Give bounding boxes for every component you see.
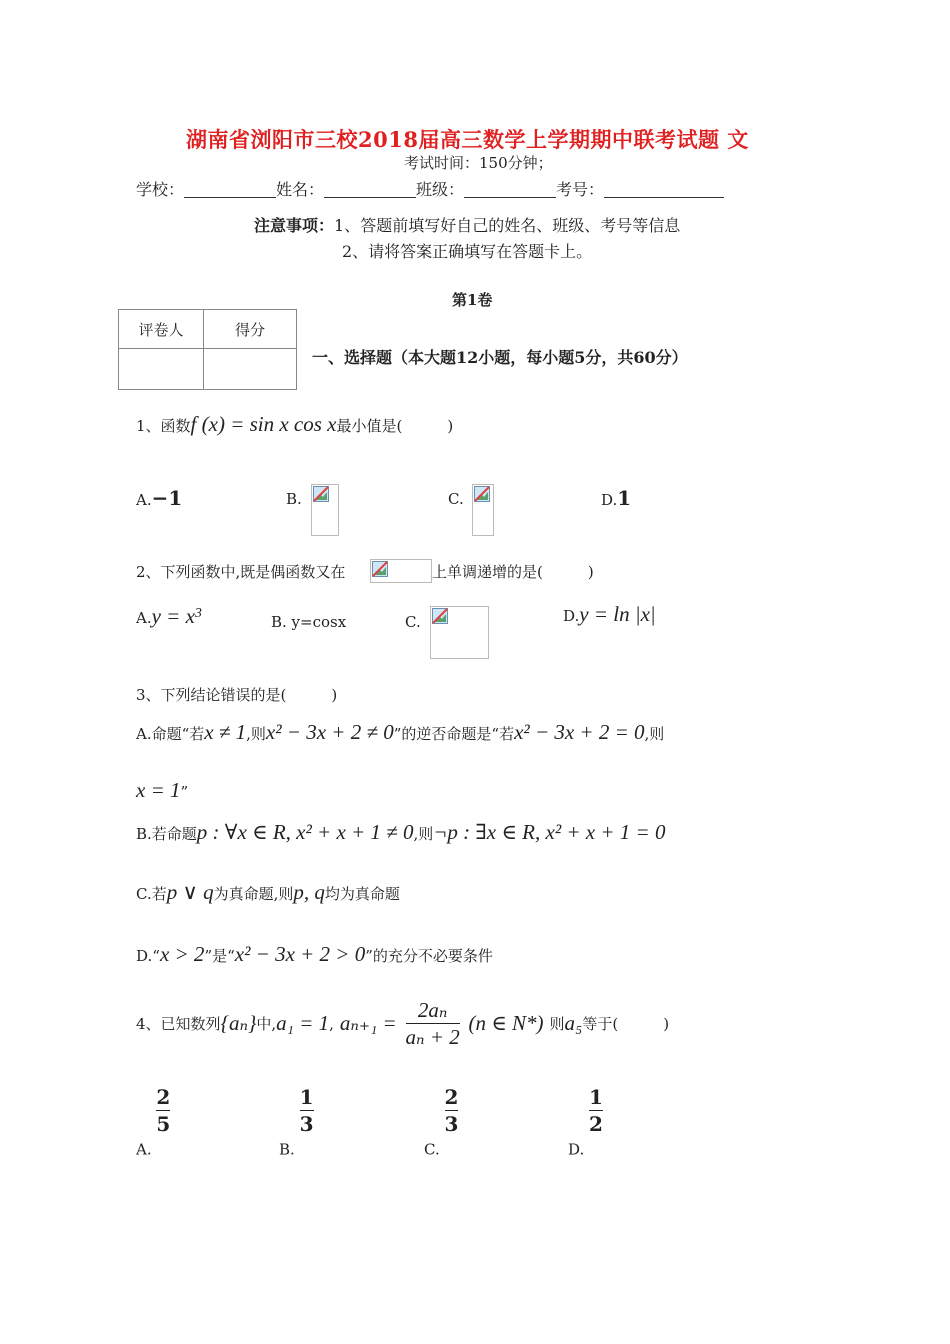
notice-2: 2、请将答案正确填写在答题卡上。 [342, 242, 593, 261]
q4-recurrence-fraction [406, 998, 460, 1049]
q3-b-expr1: p : ∀x ∈ R, x² + x + 1 ≠ 0 [196, 820, 414, 844]
q4-d-den: 2 [589, 1112, 603, 1136]
class-blank[interactable] [464, 181, 556, 198]
q2-a-base: y = x [151, 604, 195, 628]
q1-option-c-label[interactable]: C. [448, 490, 464, 508]
q1-a-label: A. [136, 491, 152, 509]
school-label: 学校： [136, 180, 185, 199]
q2-a-exp: 3 [194, 606, 202, 621]
q2-option-c-label[interactable]: C. [405, 613, 421, 631]
q1-a-value: −1 [151, 486, 183, 510]
q4-c-label: C. [424, 1140, 440, 1159]
q4-a-den: 5 [156, 1112, 171, 1136]
q3-c-mid: 为真命题,则 [213, 885, 294, 903]
info-fields-row [136, 177, 724, 200]
q4-option-b[interactable] [279, 1085, 314, 1159]
q2-option-c-image [430, 606, 489, 659]
notice-line-1 [254, 213, 680, 236]
q1-option-c-image [472, 484, 494, 536]
q4-b-num: 1 [299, 1085, 314, 1109]
q1-d-label: D. [601, 491, 618, 509]
broken-image-icon [372, 561, 388, 577]
q2-d-label: D. [563, 607, 580, 625]
q2-suffix: 上单调递增的是( ) [432, 563, 594, 581]
q3-c-expr: p ∨ q [166, 880, 214, 904]
score-header: 得分 [204, 310, 297, 349]
q4-b-label: B. [279, 1140, 295, 1159]
q4-b-den: 3 [299, 1112, 314, 1136]
notice-1: 1、答题前填写好自己的姓名、班级、考号等信息 [334, 216, 681, 235]
q4-b-fraction [300, 1085, 314, 1136]
q4-d-fraction [589, 1085, 603, 1136]
q1-option-b-label[interactable]: B. [286, 490, 302, 508]
grader-cell[interactable] [119, 349, 204, 390]
q4-option-d[interactable] [568, 1085, 603, 1159]
q3-a-expr1: x² − 3x + 2 ≠ 0 [265, 720, 394, 744]
q2-interval-image [370, 559, 432, 583]
q4-then: 则 [549, 1015, 565, 1033]
q3-b-prefix: B.若命题 [136, 825, 197, 843]
q1-formula: f (x) = sin x cos x [190, 412, 337, 436]
q2-a-label: A. [136, 609, 152, 627]
q4-cond: (n ∈ N*) [468, 1011, 544, 1035]
q3-a-then: ,则 [246, 725, 266, 743]
q4-seq: {aₙ} [220, 1011, 257, 1035]
name-label: 姓名： [276, 180, 325, 199]
q3-d-mid: ”是“ [204, 947, 235, 965]
broken-image-icon [313, 486, 329, 502]
grader-header: 评卷人 [119, 310, 204, 349]
q3-option-d[interactable] [136, 942, 493, 967]
q4-a5: a₅ [564, 1011, 583, 1035]
question-1 [136, 412, 453, 437]
q3-d-end: ”的充分不必要条件 [365, 947, 493, 965]
question-4 [136, 998, 669, 1049]
q3-a-expr2: x² − 3x + 2 = 0 [514, 720, 645, 744]
q4-c-fraction [445, 1085, 459, 1136]
q3-option-b[interactable] [136, 820, 665, 845]
page-title: 湖南省浏阳市三校2018届高三数学上学期期中联考试题 文 [186, 127, 749, 152]
q1-d-value: 1 [617, 486, 632, 510]
q1-suffix: 最小值是( ) [336, 417, 454, 435]
school-blank[interactable] [184, 181, 276, 198]
q3-d-expr1: x > 2 [159, 942, 205, 966]
q3-c-prefix: C.若 [136, 885, 167, 903]
q4-option-a[interactable] [136, 1085, 170, 1159]
q4-a-fraction [156, 1085, 170, 1136]
grade-table [118, 309, 297, 390]
broken-image-icon [474, 486, 490, 502]
broken-image-icon [432, 608, 448, 624]
q2-option-d[interactable] [563, 602, 656, 627]
q1-option-b-image [311, 484, 339, 536]
section-heading: 一、选择题（本大题12小题，每小题5分，共60分） [312, 348, 688, 367]
q4-a1: a₁ = 1 [276, 1011, 330, 1035]
number-blank[interactable] [604, 181, 724, 198]
q3-option-c[interactable] [136, 880, 400, 905]
q2-prefix: 2、下列函数中,既是偶函数又在 [136, 563, 346, 581]
q4-d-label: D. [568, 1140, 585, 1159]
q3-a-end: ,则 [644, 725, 665, 743]
volume-heading: 第1卷 [452, 291, 493, 309]
name-blank[interactable] [324, 181, 416, 198]
q4-c-den: 3 [444, 1112, 459, 1136]
q3-stem: 3、下列结论错误的是( ) [136, 686, 338, 704]
q3-option-a[interactable] [136, 720, 664, 745]
q4-suffix: 等于( ) [582, 1015, 670, 1033]
q2-option-a[interactable] [136, 604, 202, 629]
q3-c-end: 均为真命题 [324, 885, 400, 903]
q4-frac-num: 2aₙ [417, 998, 448, 1022]
q1-prefix: 1、函数 [136, 417, 191, 435]
q3-b-expr2: ¬p : ∃x ∈ R, x² + x + 1 = 0 [433, 820, 666, 844]
score-cell[interactable] [204, 349, 297, 390]
q4-d-num: 1 [589, 1085, 603, 1109]
q4-lhs: aₙ₊₁ = [339, 1011, 397, 1035]
q2-d-value: y = ln |x| [579, 602, 656, 626]
q3-d-expr2: x² − 3x + 2 > 0 [234, 942, 366, 966]
q2-option-b[interactable]: B. y=cosx [271, 613, 347, 631]
q1-option-d[interactable] [601, 486, 631, 510]
exam-time: 考试时间：150分钟； [404, 154, 553, 172]
q3-a-line2: x = 1 [136, 778, 181, 802]
q3-a-line2-end: ” [180, 783, 189, 801]
notice-label: 注意事项： [254, 216, 335, 235]
q4-prefix: 4、已知数列 [136, 1015, 221, 1033]
q4-option-c[interactable] [424, 1085, 458, 1159]
q4-a-label: A. [136, 1140, 152, 1159]
q3-a-prefix: A.命题“若 [136, 725, 205, 743]
class-label: 班级： [416, 180, 465, 199]
q3-b-then: ,则 [413, 825, 434, 843]
q4-frac-den: aₙ + 2 [405, 1025, 460, 1049]
q3-option-a-line2 [136, 778, 188, 803]
q4-a-num: 2 [156, 1085, 171, 1109]
q3-a-mid: ”的逆否命题是“若 [393, 725, 515, 743]
q3-a-cond: x ≠ 1 [204, 720, 247, 744]
number-label: 考号： [556, 180, 605, 199]
q3-d-prefix: D.“ [136, 947, 160, 965]
q4-c-num: 2 [444, 1085, 459, 1109]
q4-comma: , [329, 1014, 334, 1033]
q4-mid1: 中, [256, 1015, 277, 1033]
q3-c-pq: p, q [293, 880, 325, 904]
q1-option-a[interactable] [136, 486, 182, 510]
